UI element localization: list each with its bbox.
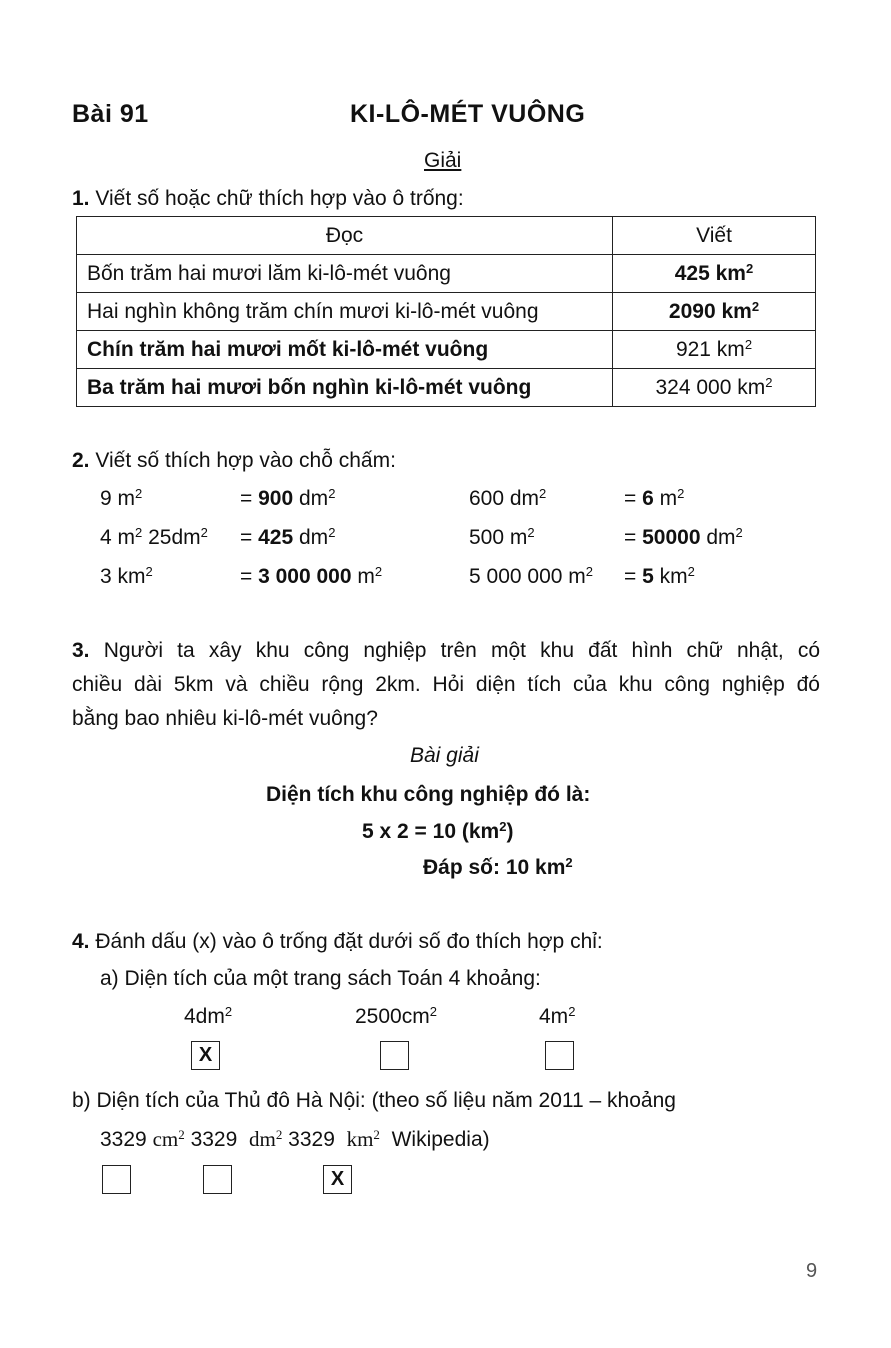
exercise-1-number: 1. xyxy=(72,187,90,210)
part-b-options xyxy=(100,1127,490,1152)
conversion-answer: = 3 000 000 $m^2$ xyxy=(240,563,383,588)
part-b-prompt: b) Diện tích của Thủ đô Hà Nội: (theo số liệu năm 2011 – khoảng xyxy=(72,1089,676,1112)
conversion-given: 4 $m^2$ $25dm^2$ xyxy=(100,524,208,549)
checkbox-a-1[interactable]: X xyxy=(191,1041,220,1070)
write-cell: 324 000 $km^2$ xyxy=(613,369,816,407)
checkbox-a-3[interactable] xyxy=(545,1041,574,1070)
solution-label: Bài giải xyxy=(410,744,479,767)
col-write-header: Viết xyxy=(613,217,816,255)
conversion-given: 9 $m^2$ xyxy=(100,485,143,510)
option-a-1: $4dm^2$ xyxy=(184,1003,233,1028)
solution-answer: Đáp số: 10 $km^2$ xyxy=(423,854,573,879)
conversion-answer: = 5 $km^2$ xyxy=(624,563,695,588)
exercise-2-text: Viết số thích hợp vào chỗ chấm: xyxy=(95,449,396,472)
conversion-given: 600 $dm^2$ xyxy=(469,485,547,510)
exercise-1-text: Viết số hoặc chữ thích hợp vào ô trống: xyxy=(95,187,464,210)
source-note: Wikipedia) xyxy=(391,1128,490,1151)
lesson-title: KI-LÔ-MÉT VUÔNG xyxy=(350,100,586,128)
exercise-4-text: Đánh dấu (x) vào ô trống đặt dưới số đo thích hợp chỉ: xyxy=(95,930,603,953)
conversion-answer: = 50000 $dm^2$ xyxy=(624,524,743,549)
read-cell: Ba trăm hai mươi bốn nghìn ki-lô-mét vuông xyxy=(77,369,613,407)
conversion-answer: = 900 $dm^2$ xyxy=(240,485,336,510)
read-cell: Bốn trăm hai mươi lăm ki-lô-mét vuông xyxy=(77,255,613,293)
write-cell: 2090 $km^2$ xyxy=(613,293,816,331)
col-read-header: Đọc xyxy=(77,217,613,255)
exercise-3-line-3: bằng bao nhiêu ki-lô-mét vuông? xyxy=(72,707,378,730)
exercise-4-number: 4. xyxy=(72,930,90,953)
checkbox-b-1[interactable] xyxy=(102,1165,131,1194)
option-b-3: 3329 $km^2$ xyxy=(288,1126,380,1151)
solution-heading: Giải xyxy=(424,149,462,172)
conversion-given: 500 $m^2$ xyxy=(469,524,535,549)
conversion-answer: = 6 $m^2$ xyxy=(624,485,685,510)
solution-calculation: 5 x 2 = 10 $(km^2)$ xyxy=(362,818,514,843)
page-number: 9 xyxy=(806,1260,818,1282)
exercise-3-line-1: 3. Người ta xây khu công nghiệp trên một khu đất hình chữ nhật, có xyxy=(72,639,821,662)
table-row xyxy=(77,293,816,331)
exercise-4-prompt xyxy=(72,930,603,954)
read-cell: Hai nghìn không trăm chín mươi ki-lô-mét vuông xyxy=(77,293,613,331)
option-b-1: 3329 $cm^2$ xyxy=(100,1126,185,1151)
table-row xyxy=(77,255,816,293)
checkbox-b-3[interactable]: X xyxy=(323,1165,352,1194)
lesson-number: Bài 91 xyxy=(72,100,149,128)
exercise-2-prompt xyxy=(72,449,396,473)
exercise-2-number: 2. xyxy=(72,449,90,472)
write-cell: 921 $km^2$ xyxy=(613,331,816,369)
conversion-answer: = 425 $dm^2$ xyxy=(240,524,336,549)
table-row xyxy=(77,331,816,369)
option-a-3: $4m^2$ xyxy=(539,1003,576,1028)
solution-statement: Diện tích khu công nghiệp đó là: xyxy=(266,783,591,806)
conversion-given: 5 000 000 $m^2$ xyxy=(469,563,594,588)
option-b-2: 3329 $dm^2$ xyxy=(190,1126,283,1151)
write-cell: 425 $km^2$ xyxy=(613,255,816,293)
read-cell: Chín trăm hai mươi mốt ki-lô-mét vuông xyxy=(77,331,613,369)
table-header-row xyxy=(77,217,816,255)
conversion-given: 3 $km^2$ xyxy=(100,563,153,588)
table-row xyxy=(77,369,816,407)
exercise-1-prompt xyxy=(72,187,464,211)
reading-table xyxy=(76,216,816,407)
exercise-3-line-2: chiều dài 5km và chiều rộng 2km. Hỏi diện tích của khu công nghiệp đó xyxy=(72,673,820,696)
checkbox-b-2[interactable] xyxy=(203,1165,232,1194)
option-a-2: $2500cm^2$ xyxy=(355,1003,437,1028)
part-a-prompt: a) Diện tích của một trang sách Toán 4 khoảng: xyxy=(100,967,541,990)
checkbox-a-2[interactable] xyxy=(380,1041,409,1070)
